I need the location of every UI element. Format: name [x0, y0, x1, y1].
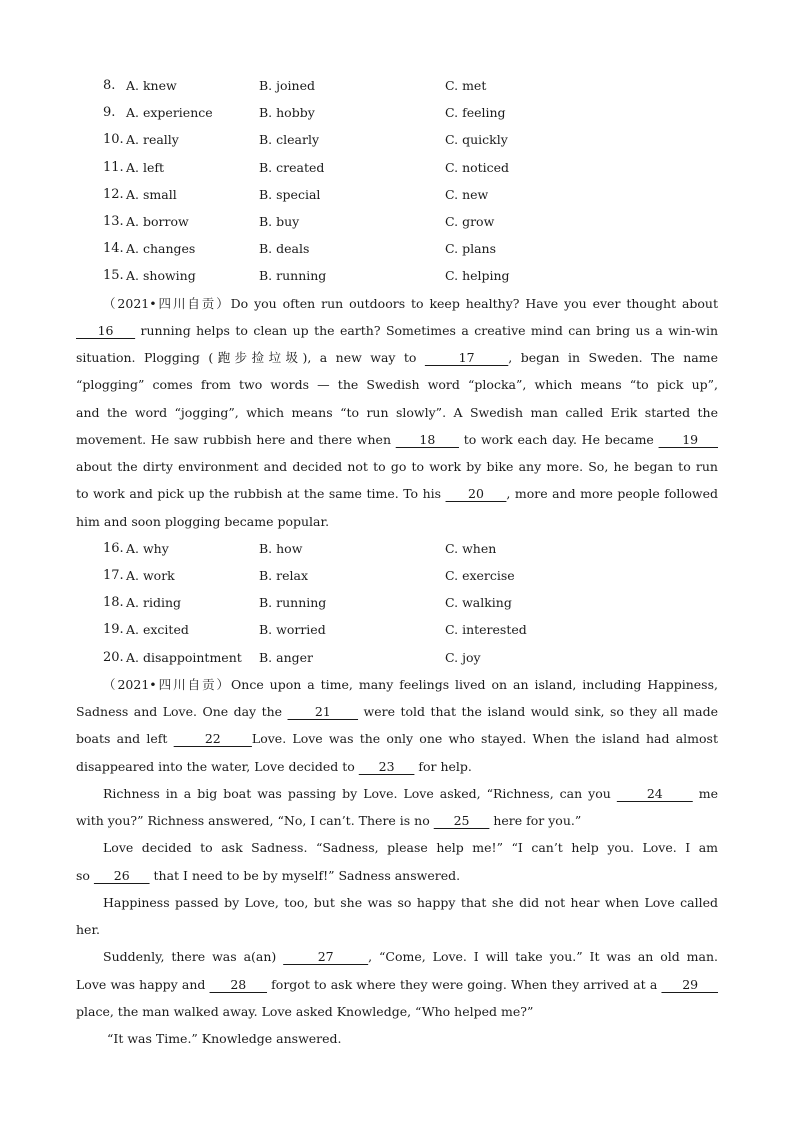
question-16 [0, 539, 794, 559]
option-a: A. experience [126, 105, 213, 120]
question-12 [0, 185, 794, 205]
option-b: B. clearly [259, 132, 320, 147]
passage-source-text: （2021•四川自贡）Once upon a time, many feelings lived on an island, including Happiness, [103, 677, 718, 692]
passage-plogging-line-5 [76, 399, 718, 426]
passage-island-line-12 [76, 971, 718, 998]
passage-text: Love. Love was the only one who stayed. When the island had almost [251, 731, 718, 746]
blank-23[interactable]: 23 [358, 759, 415, 774]
option-b: B. buy [259, 214, 300, 229]
passage-text: “plogging” comes from two words — the Swedish word “plocka”, which means “to pick up”, [76, 377, 718, 392]
passage-text: and the word “jogging”, which means “to run slowly”. A Swedish man called Erik started the [76, 405, 718, 420]
question-number: 10. [103, 132, 124, 147]
question-9 [0, 103, 794, 123]
question-20 [0, 648, 794, 668]
passage-text: about the dirty environment and decided not to go to work by bike any more. So, he began to run [76, 459, 718, 474]
option-b: B. worried [259, 622, 326, 637]
question-number: 12. [103, 187, 124, 202]
blank-27[interactable]: 27 [283, 949, 369, 964]
option-a: A. small [126, 187, 177, 202]
option-a: A. disappointment [126, 650, 242, 665]
question-number: 9. [103, 105, 116, 120]
option-a: A. excited [126, 622, 189, 637]
question-14 [0, 239, 794, 259]
blank-18[interactable]: 18 [395, 432, 459, 447]
passage-plogging-line-1 [76, 290, 718, 317]
blank-26[interactable]: 26 [93, 868, 150, 883]
blank-24[interactable]: 24 [616, 786, 693, 801]
passage-plogging-line-3 [76, 344, 718, 371]
passage-text: so [76, 868, 94, 883]
passage-island-line-13 [76, 998, 718, 1025]
blank-25[interactable]: 25 [433, 813, 490, 828]
option-c: C. joy [445, 650, 481, 665]
passage-island-line-9 [76, 889, 718, 916]
question-number: 19. [103, 622, 124, 637]
passage-plogging-line-2 [76, 317, 718, 344]
passage-text: forgot to ask where they were going. When they arrived at a [267, 977, 662, 992]
question-19 [0, 620, 794, 640]
blank-17[interactable]: 17 [424, 350, 509, 365]
option-b: B. created [259, 160, 325, 175]
passage-text: Richness in a big boat was passing by Love. Love asked, “Richness, can you [103, 786, 617, 801]
option-a: A. riding [126, 595, 181, 610]
question-15 [0, 266, 794, 286]
question-13 [0, 212, 794, 232]
option-c: C. noticed [445, 160, 510, 175]
passage-plogging-line-9 [76, 508, 718, 535]
blank-28[interactable]: 28 [209, 977, 268, 992]
option-b: B. how [259, 541, 303, 556]
passage-plogging-line-8 [76, 480, 718, 507]
question-number: 18. [103, 595, 124, 610]
option-c: C. quickly [445, 132, 508, 147]
passage-text: here for you.” [489, 813, 582, 828]
option-c: C. grow [445, 214, 495, 229]
option-a: A. showing [126, 268, 196, 283]
passage-text: him and soon plogging became popular. [76, 514, 330, 529]
passage-text: place, the man walked away. Love asked Knowledge, “Who helped me?” [76, 1004, 534, 1019]
passage-island-line-4 [76, 753, 718, 780]
option-c: C. when [445, 541, 497, 556]
question-number: 15. [103, 268, 124, 283]
passage-island-line-2 [76, 698, 718, 725]
passage-plogging-line-7 [76, 453, 718, 480]
question-8 [0, 76, 794, 96]
option-a: A. work [126, 568, 175, 583]
passage-island-line-5 [76, 780, 718, 807]
option-a: A. knew [126, 78, 177, 93]
passage-text: for help. [414, 759, 472, 774]
passage-text: to work and pick up the rubbish at the same time. To his [76, 486, 446, 501]
passage-text: disappeared into the water, Love decided to [76, 759, 359, 774]
question-18 [0, 593, 794, 613]
passage-text: that I need to be by myself!” Sadness answered. [149, 868, 461, 883]
passage-island-line-14 [76, 1025, 718, 1052]
passage-text: to work each day. He became [458, 432, 659, 447]
option-c: C. walking [445, 595, 512, 610]
passage-island-line-11 [76, 943, 718, 970]
question-11 [0, 158, 794, 178]
question-number: 11. [103, 160, 124, 175]
option-a: A. left [126, 160, 165, 175]
passage-text: situation. Plogging (跑步捡垃圾), a new way to [76, 350, 425, 365]
option-c: C. helping [445, 268, 510, 283]
passage-text: boats and left [76, 731, 174, 746]
blank-22[interactable]: 22 [173, 731, 252, 746]
blank-16[interactable]: 16 [76, 323, 136, 338]
option-c: C. new [445, 187, 489, 202]
passage-plogging-line-6 [76, 426, 718, 453]
question-17 [0, 566, 794, 586]
option-a: A. why [126, 541, 169, 556]
passage-text: Love was happy and [76, 977, 210, 992]
option-c: C. feeling [445, 105, 506, 120]
blank-29[interactable]: 29 [661, 977, 719, 992]
passage-text: running helps to clean up the earth? Sometimes a creative mind can bring us a win-win [135, 323, 718, 338]
option-b: B. joined [259, 78, 315, 93]
blank-20[interactable]: 20 [445, 486, 507, 501]
question-number: 14. [103, 241, 124, 256]
passage-text: her. [76, 922, 101, 937]
passage-text: Suddenly, there was a(an) [103, 949, 284, 964]
passage-text: “It was Time.” Knowledge answered. [107, 1031, 342, 1046]
option-a: A. really [126, 132, 179, 147]
option-c: C. met [445, 78, 487, 93]
option-b: B. deals [259, 241, 310, 256]
passage-text: movement. He saw rubbish here and there when [76, 432, 396, 447]
passage-island-line-6 [76, 807, 718, 834]
question-number: 13. [103, 214, 124, 229]
passage-text: , “Come, Love. I will take you.” It was an old man. [368, 949, 719, 964]
option-c: C. exercise [445, 568, 515, 583]
passage-text: were told that the island would sink, so they all made [358, 704, 718, 719]
option-b: B. relax [259, 568, 309, 583]
passage-island-line-7 [76, 834, 718, 861]
option-a: A. changes [126, 241, 196, 256]
option-b: B. hobby [259, 105, 315, 120]
passage-text: Happiness passed by Love, too, but she was so happy that she did not hear when Love called [103, 895, 718, 910]
passage-island-line-1 [76, 671, 718, 698]
option-b: B. anger [259, 650, 314, 665]
blank-19[interactable]: 19 [658, 432, 718, 447]
question-10 [0, 130, 794, 150]
question-number: 20. [103, 650, 124, 665]
option-c: C. interested [445, 622, 527, 637]
passage-island-line-8 [76, 862, 718, 889]
question-number: 8. [103, 78, 116, 93]
option-b: B. running [259, 595, 327, 610]
passage-text: Love decided to ask Sadness. “Sadness, please help me!” “I can’t help you. Love. I am [103, 840, 718, 855]
passage-plogging-line-4 [76, 371, 718, 398]
passage-text: with you?” Richness answered, “No, I can’t. There is no [76, 813, 434, 828]
option-b: B. running [259, 268, 327, 283]
option-a: A. borrow [126, 214, 189, 229]
passage-text: , more and more people followed [506, 486, 718, 501]
passage-source-text: （2021•四川自贡）Do you often run outdoors to keep healthy? Have you ever thought about [103, 296, 718, 311]
passage-text: Sadness and Love. One day the [76, 704, 288, 719]
passage-island-line-3 [76, 725, 718, 752]
option-c: C. plans [445, 241, 496, 256]
passage-text: , began in Sweden. The name [508, 350, 718, 365]
question-number: 17. [103, 568, 124, 583]
blank-21[interactable]: 21 [287, 704, 359, 719]
option-b: B. special [259, 187, 321, 202]
passage-text: me [692, 786, 719, 801]
passage-island-line-10 [76, 916, 718, 943]
question-number: 16. [103, 541, 124, 556]
